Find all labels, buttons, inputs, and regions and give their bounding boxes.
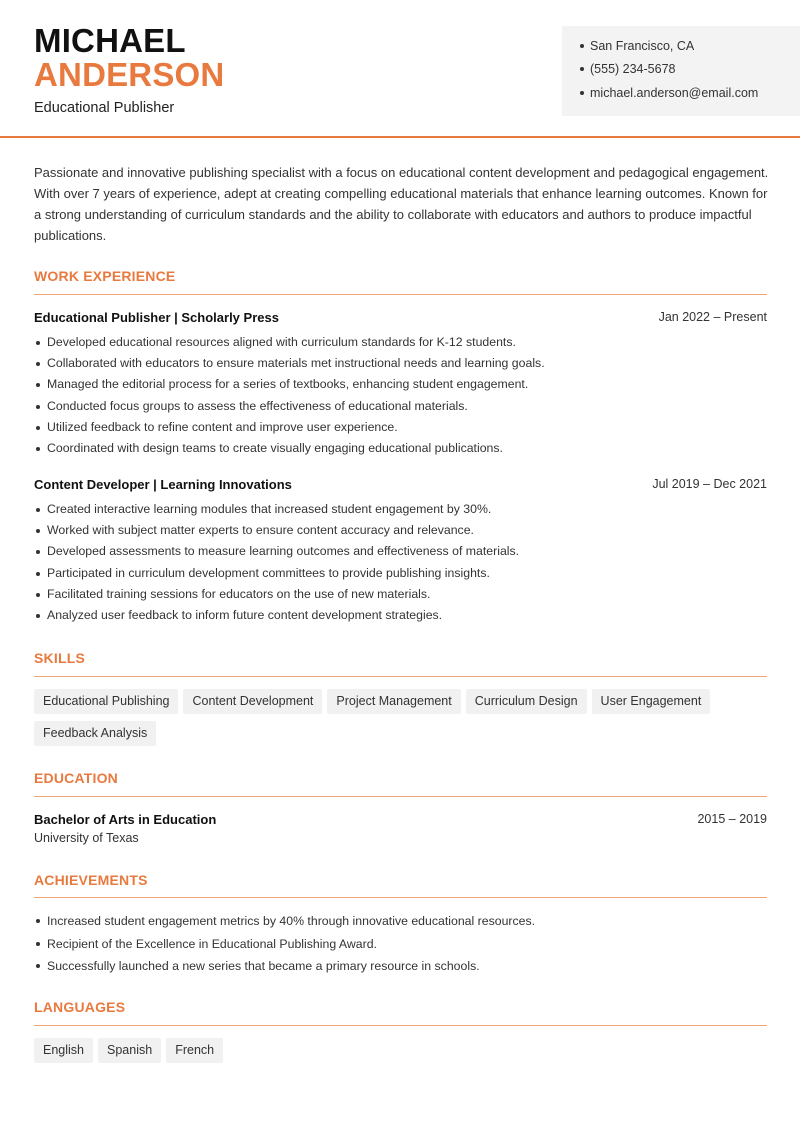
- bullet-icon: [580, 44, 584, 48]
- skills-list: [34, 689, 774, 753]
- skill-chip: User Engagement: [592, 689, 711, 714]
- first-name: MICHAEL: [34, 22, 186, 59]
- language-chip: French: [166, 1038, 223, 1063]
- contact-phone: (555) 234-5678: [580, 62, 675, 76]
- education-school: University of Texas: [34, 831, 139, 845]
- list-item: Developed assessments to measure learning outcomes and effectiveness of materials.: [34, 541, 519, 562]
- list-item: Analyzed user feedback to inform future content development strategies.: [34, 605, 519, 626]
- resume-header: [0, 0, 800, 138]
- contact-box: [562, 26, 800, 116]
- list-item: Facilitated training sessions for educators on the use of new materials.: [34, 584, 519, 605]
- list-item: Developed educational resources aligned with curriculum standards for K-12 students.: [34, 332, 545, 353]
- section-divider: [34, 1025, 767, 1026]
- contact-email[interactable]: michael.anderson@email.com: [580, 86, 758, 100]
- skill-chip: Project Management: [327, 689, 460, 714]
- work-experience-heading: WORK EXPERIENCE: [34, 268, 176, 284]
- section-divider: [34, 676, 767, 677]
- skill-chip: Educational Publishing: [34, 689, 178, 714]
- languages-list: [34, 1038, 774, 1070]
- summary-paragraph: Passionate and innovative publishing specialist with a focus on educational content development and pedagogical engagement. With over 7 years of experience, adept at creating compelling educational materials that enhance learning outcomes. Known for a strong understanding of curriculum standards and the ability to collaborate with educators and authors to produce impactful publications.: [34, 165, 769, 243]
- languages-heading: LANGUAGES: [34, 999, 126, 1015]
- language-chip: Spanish: [98, 1038, 161, 1063]
- last-name: ANDERSON: [34, 56, 225, 93]
- language-chip: English: [34, 1038, 93, 1063]
- contact-location: San Francisco, CA: [580, 39, 694, 53]
- list-item: Created interactive learning modules that increased student engagement by 30%.: [34, 499, 519, 520]
- list-item: Collaborated with educators to ensure materials met instructional needs and learning goals.: [34, 353, 545, 374]
- list-item: Recipient of the Excellence in Educational Publishing Award.: [34, 933, 535, 956]
- list-item: Coordinated with design teams to create visually engaging educational publications.: [34, 438, 545, 459]
- skill-chip: Content Development: [183, 689, 322, 714]
- list-item: Participated in curriculum development committees to provide publishing insights.: [34, 563, 519, 584]
- education-dates: 2015 – 2019: [697, 812, 767, 826]
- bullet-icon: [580, 67, 584, 71]
- job-bullets-2: [34, 499, 519, 626]
- section-divider: [34, 796, 767, 797]
- list-item: Increased student engagement metrics by 40% through innovative educational resources.: [34, 910, 535, 933]
- bullet-icon: [580, 91, 584, 95]
- job-title: Educational Publisher: [34, 100, 175, 116]
- list-item: Conducted focus groups to assess the effectiveness of educational materials.: [34, 396, 545, 417]
- job-bullets-1: [34, 332, 545, 459]
- list-item: Successfully launched a new series that became a primary resource in schools.: [34, 955, 535, 978]
- education-heading: EDUCATION: [34, 770, 118, 786]
- skill-chip: Curriculum Design: [466, 689, 587, 714]
- job-dates-2: Jul 2019 – Dec 2021: [652, 477, 767, 491]
- achievements-list: [34, 910, 535, 978]
- skill-chip: Feedback Analysis: [34, 721, 156, 746]
- skills-heading: SKILLS: [34, 650, 85, 666]
- job-title-1: Educational Publisher | Scholarly Press: [34, 310, 279, 325]
- list-item: Managed the editorial process for a series of textbooks, enhancing student engagement.: [34, 374, 545, 395]
- section-divider: [34, 897, 767, 898]
- job-dates-1: Jan 2022 – Present: [658, 310, 767, 324]
- section-divider: [34, 294, 767, 295]
- achievements-heading: ACHIEVEMENTS: [34, 872, 148, 888]
- list-item: Utilized feedback to refine content and improve user experience.: [34, 417, 545, 438]
- list-item: Worked with subject matter experts to ensure content accuracy and relevance.: [34, 520, 519, 541]
- education-degree: Bachelor of Arts in Education: [34, 812, 217, 827]
- job-title-2: Content Developer | Learning Innovations: [34, 477, 292, 492]
